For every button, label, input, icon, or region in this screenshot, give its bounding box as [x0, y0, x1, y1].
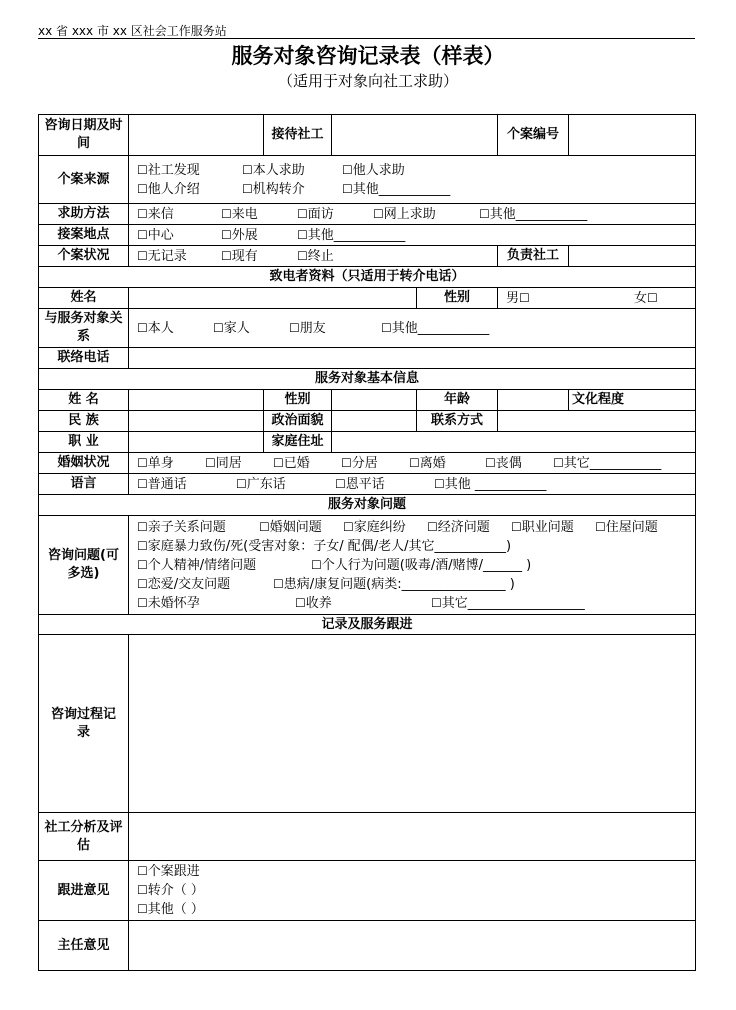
help-method-label: 求助方法 — [39, 204, 129, 225]
client-contact-field[interactable] — [498, 411, 696, 432]
client-age-label: 年龄 — [417, 390, 498, 411]
row-caller-name — [39, 288, 696, 309]
basic-section-title: 服务对象基本信息 — [39, 369, 696, 390]
language-label: 语言 — [39, 474, 129, 495]
marital-label: 婚姻状况 — [39, 453, 129, 474]
row-record-section — [39, 615, 696, 635]
checkbox-option[interactable]: ☐同居 — [205, 455, 242, 471]
checkbox-option[interactable]: ☐机构转介 — [242, 181, 305, 197]
organization-name: xx 省 xxx 市 xx 区社会工作服务站 — [38, 24, 227, 38]
checkbox-option[interactable]: ☐其他（ ） — [137, 902, 204, 917]
checkbox-option[interactable]: ☐外展 — [221, 227, 258, 243]
case-number-field[interactable] — [569, 115, 696, 156]
checkbox-option[interactable]: ☐来信 — [137, 206, 174, 222]
responsible-worker-label: 负责社工 — [498, 246, 569, 267]
client-job-label: 职 业 — [39, 432, 129, 453]
checkbox-option[interactable]: ☐现有 — [221, 248, 258, 264]
responsible-worker-field[interactable] — [569, 246, 696, 267]
marital-options — [129, 453, 696, 474]
caller-name-field[interactable] — [129, 288, 417, 309]
row-caller-section — [39, 267, 696, 288]
checkbox-option[interactable]: ☐住屋问题 — [595, 519, 658, 535]
client-age-field[interactable] — [498, 390, 569, 411]
checkbox-option[interactable]: ☐中心 — [137, 227, 174, 243]
checkbox-option[interactable]: ☐离婚 — [409, 455, 446, 471]
client-gender-field[interactable] — [332, 390, 417, 411]
checkbox-option[interactable]: ☐分居 — [341, 455, 378, 471]
caller-gender-label: 性别 — [417, 288, 498, 309]
client-education-label: 文化程度 — [569, 390, 696, 411]
checkbox-option[interactable]: ☐社工发现 — [137, 162, 200, 178]
checkbox-option[interactable]: ☐职业问题 — [511, 519, 574, 535]
checkbox-option[interactable]: ☐本人 — [137, 320, 174, 336]
checkbox-option[interactable]: ☐其它__________________ — [431, 595, 585, 611]
checkbox-option[interactable]: ☐个人行为问题(吸毒/酒/赌博/______ ) — [311, 557, 532, 573]
row-job-address — [39, 432, 696, 453]
case-number-label: 个案编号 — [498, 115, 569, 156]
row-caller-phone — [39, 348, 696, 369]
row-language — [39, 474, 696, 495]
checkbox-option[interactable]: ☐家庭暴力致伤/死(受害对象：子女/ 配偶/老人/其它___________) — [137, 538, 512, 554]
checkbox-option[interactable]: ☐本人求助 — [242, 162, 305, 178]
caller-gender-options — [498, 288, 696, 309]
analysis-field[interactable] — [129, 813, 696, 861]
row-case-source — [39, 156, 696, 204]
checkbox-option[interactable]: ☐他人求助 — [342, 162, 405, 178]
process-record-field[interactable] — [129, 635, 696, 813]
checkbox-option[interactable]: ☐已婚 — [273, 455, 310, 471]
client-name-label: 姓 名 — [39, 390, 129, 411]
row-analysis — [39, 813, 696, 861]
date-time-field[interactable] — [129, 115, 264, 156]
case-status-options — [129, 246, 498, 267]
client-ethnic-field[interactable] — [129, 411, 264, 432]
intake-worker-field[interactable] — [332, 115, 498, 156]
checkbox-option[interactable]: ☐恋爱/交友问题 — [137, 576, 231, 592]
client-name-field[interactable] — [129, 390, 264, 411]
client-gender-label: 性别 — [264, 390, 332, 411]
document-subtitle: （适用于对象向社工求助） — [277, 72, 458, 90]
checkbox-option[interactable]: ☐转介（ ） — [137, 883, 204, 898]
consultation-form-table — [38, 114, 696, 971]
language-options — [129, 474, 696, 495]
checkbox-option[interactable]: ☐未婚怀孕 — [137, 595, 200, 611]
date-time-label: 咨询日期及时间 — [39, 115, 129, 156]
intake-place-options — [129, 225, 696, 246]
row-problems — [39, 516, 696, 615]
client-address-field[interactable] — [332, 432, 696, 453]
checkbox-option[interactable]: ☐其他___________ — [342, 181, 451, 197]
analysis-label: 社工分析及评估 — [39, 813, 129, 861]
checkbox-option[interactable]: ☐无记录 — [137, 248, 187, 264]
checkbox-option[interactable]: ☐收养 — [295, 595, 332, 611]
process-record-label: 咨询过程记录 — [39, 635, 129, 813]
checkbox-option[interactable]: ☐丧偶 — [485, 455, 522, 471]
checkbox-option[interactable]: ☐朋友 — [289, 320, 326, 336]
row-caller-relation — [39, 309, 696, 348]
checkbox-option[interactable]: ☐婚姻问题 — [259, 519, 322, 535]
followup-options — [129, 861, 696, 921]
checkbox-option[interactable]: ☐面访 — [297, 206, 334, 222]
record-section-title: 记录及服务跟进 — [39, 615, 696, 635]
help-method-options — [129, 204, 696, 225]
caller-relation-label: 与服务对象关系 — [39, 309, 129, 348]
header-rule — [38, 38, 695, 39]
checkbox-option[interactable]: ☐其它___________ — [553, 455, 662, 471]
row-intake-place — [39, 225, 696, 246]
row-problem-section — [39, 495, 696, 516]
checkbox-option[interactable]: ☐亲子关系问题 — [137, 519, 226, 535]
case-source-label: 个案来源 — [39, 156, 129, 204]
caller-section-title: 致电者资料（只适用于转介电话） — [39, 267, 696, 288]
director-label: 主任意见 — [39, 921, 129, 971]
checkbox-option[interactable]: ☐普通话 — [137, 476, 187, 492]
checkbox-option[interactable]: ☐网上求助 — [373, 206, 436, 222]
intake-worker-label: 接待社工 — [264, 115, 332, 156]
caller-name-label: 姓名 — [39, 288, 129, 309]
problem-options — [129, 516, 696, 615]
row-case-status — [39, 246, 696, 267]
checkbox-option[interactable]: ☐家人 — [213, 320, 250, 336]
row-process-record — [39, 635, 696, 813]
checkbox-option[interactable]: ☐其他 ___________ — [434, 476, 547, 492]
caller-phone-label: 联络电话 — [39, 348, 129, 369]
case-status-label: 个案状况 — [39, 246, 129, 267]
row-director — [39, 921, 696, 971]
checkbox-option-female[interactable]: 女☐ — [634, 290, 658, 306]
client-political-field[interactable] — [332, 411, 417, 432]
row-basic-section — [39, 369, 696, 390]
checkbox-option[interactable]: ☐恩平话 — [335, 476, 385, 492]
row-marital — [39, 453, 696, 474]
checkbox-option-male[interactable]: 男☐ — [506, 290, 530, 306]
client-ethnic-label: 民 族 — [39, 411, 129, 432]
checkbox-option[interactable]: ☐家庭纠纷 — [343, 519, 406, 535]
client-contact-label: 联系方式 — [417, 411, 498, 432]
checkbox-option[interactable]: ☐其他___________ — [479, 206, 588, 222]
checkbox-option[interactable]: ☐经济问题 — [427, 519, 490, 535]
checkbox-option[interactable]: ☐广东话 — [236, 476, 286, 492]
checkbox-option[interactable]: ☐其他___________ — [381, 320, 490, 336]
row-date-time — [39, 115, 696, 156]
checkbox-option[interactable]: ☐单身 — [137, 455, 174, 471]
checkbox-option[interactable]: ☐其他___________ — [297, 227, 406, 243]
checkbox-option[interactable]: ☐个人精神/情绪问题 — [137, 557, 257, 573]
checkbox-option[interactable]: ☐来电 — [221, 206, 258, 222]
problem-section-title: 服务对象问题 — [39, 495, 696, 516]
checkbox-option[interactable]: ☐他人介绍 — [137, 181, 200, 197]
director-field[interactable] — [129, 921, 696, 971]
document-title: 服务对象咨询记录表（样表） — [231, 43, 505, 68]
row-ethnic-political-contact — [39, 411, 696, 432]
client-address-label: 家庭住址 — [264, 432, 332, 453]
caller-phone-field[interactable] — [129, 348, 696, 369]
intake-place-label: 接案地点 — [39, 225, 129, 246]
followup-label: 跟进意见 — [39, 861, 129, 921]
row-help-method — [39, 204, 696, 225]
row-name-gender-age — [39, 390, 696, 411]
checkbox-option[interactable]: ☐患病/康复问题(病类:________________ ) — [273, 576, 515, 592]
case-source-options — [129, 156, 696, 204]
problem-label: 咨询问题(可多选) — [39, 516, 129, 615]
row-followup — [39, 861, 696, 921]
checkbox-option[interactable]: ☐个案跟进 — [137, 864, 200, 879]
caller-relation-options — [129, 309, 696, 348]
client-job-field[interactable] — [129, 432, 264, 453]
checkbox-option[interactable]: ☐终止 — [297, 248, 334, 264]
client-political-label: 政治面貌 — [264, 411, 332, 432]
